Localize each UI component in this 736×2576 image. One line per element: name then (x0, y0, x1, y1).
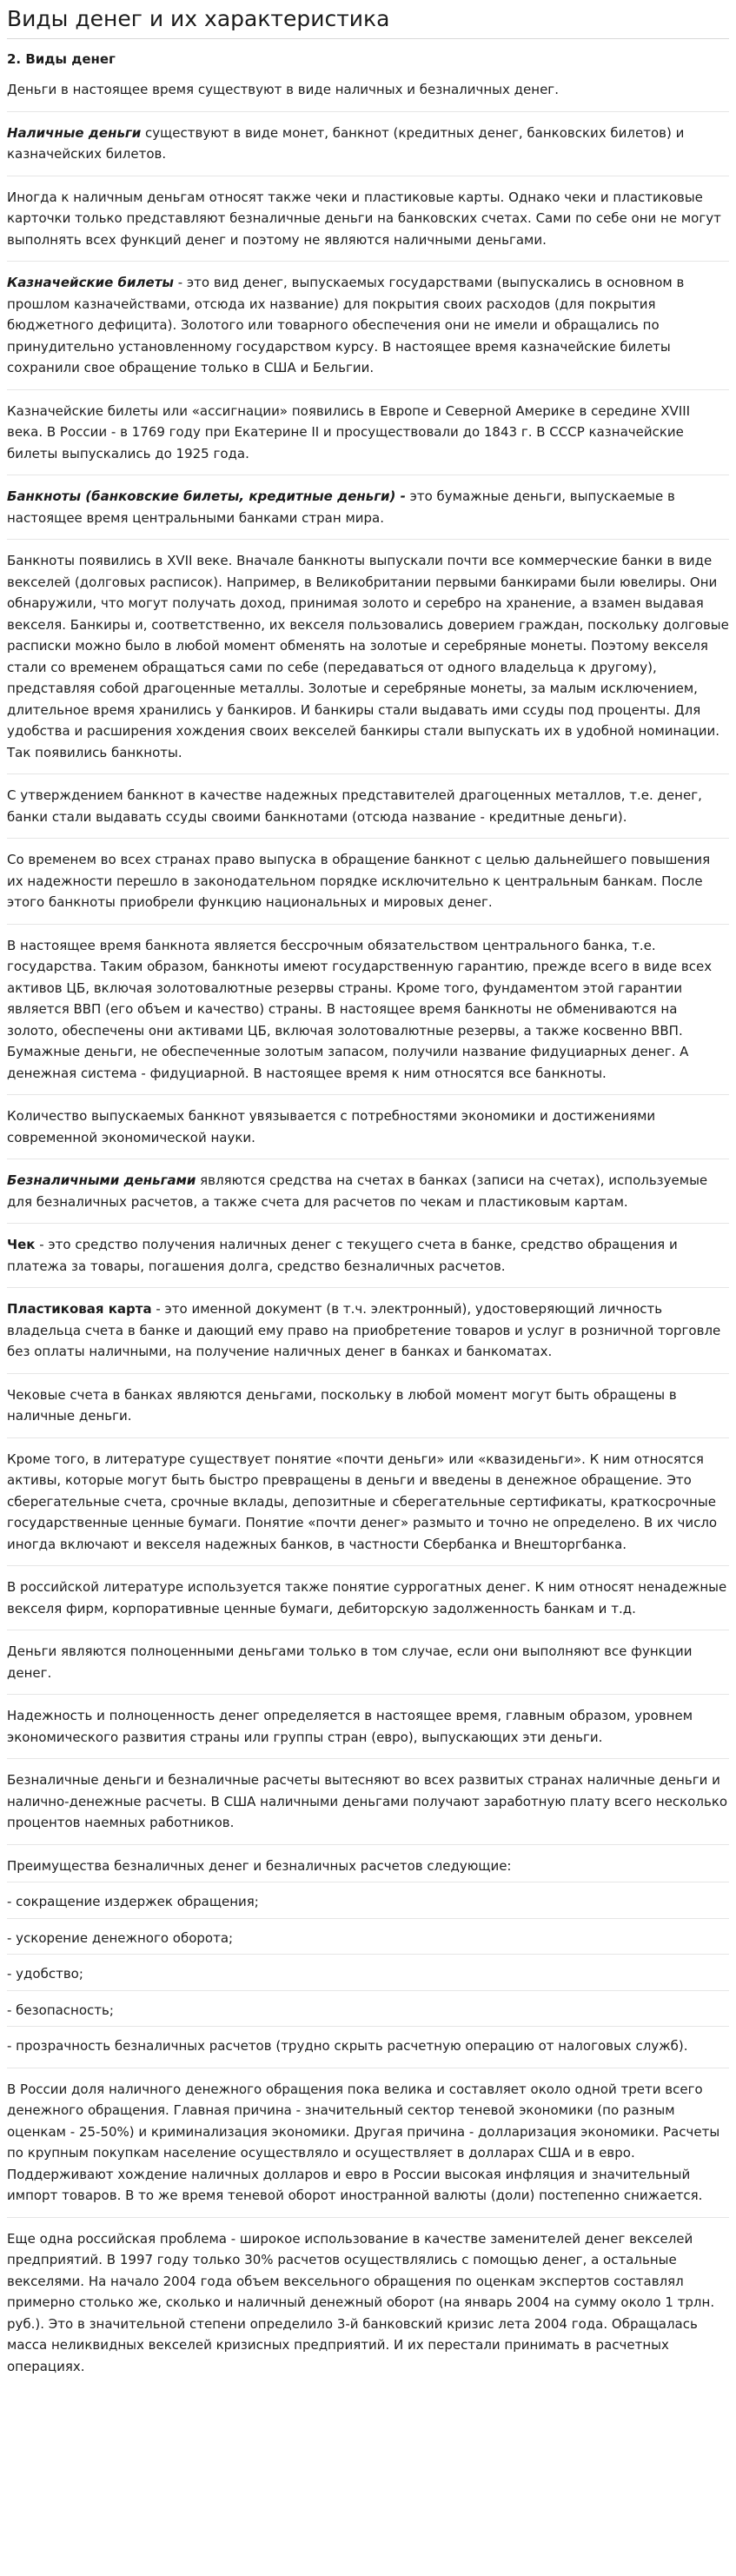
paragraph-checks-cards: Иногда к наличным деньгам относят также чеки и пластиковые карты. Однако чеки и пластиковые карточки только представляют безналичные деньги на банковских счетах. Сами по себе они не могут выполнять всех функций денег и поэтому не являются наличными деньгами. (7, 187, 729, 262)
paragraph-fiduciary: В настоящее время банкнота является бессрочным обязательством центрального банка, т.е. государства. Таким образом, банкноты имеют государственную гарантию, прежде всего в виде всех активов ЦБ, включая золотовалютные резервы страны. Кроме того, фундаментом этой гарантии является ВВП (его объем и качество) страны. В настоящее время банкноты не обмениваются на золото, обеспечены они активами ЦБ, включая золотовалютные резервы, а также косвенно ВВП. Бумажные деньги, не обеспеченные золотым запасом, получили название фидуциарных денег. А денежная система - фидуциарной. В настоящее время к ним относятся все банкноты. (7, 935, 729, 1096)
paragraph-reliability: Надежность и полноценность денег определяется в настоящее время, главным образом, уровнем экономического развития страны или группы стран (евро), выпускающих эти деньги. (7, 1705, 729, 1759)
term-plastic-card: Пластиковая карта (7, 1301, 152, 1317)
paragraph-banknotes (7, 486, 729, 540)
paragraph-check-accounts: Чековые счета в банках являются деньгами, поскольку в любой момент могут быть обращены в наличные деньги. (7, 1384, 729, 1438)
paragraph-banknote-quantity: Количество выпускаемых банкнот увязывается с потребностями экономики и достижениями современной экономической науки. (7, 1105, 729, 1159)
list-item: - прозрачность безналичных расчетов (трудно скрыть расчетную операцию от налоговых служб). (7, 2035, 729, 2068)
title-divider (7, 38, 729, 39)
paragraph-text: - это именной документ (в т.ч. электронный), удостоверяющий личность владельца счета в банке и дающий ему право на приобретение товаров и услуг в розничной торговле без оплаты наличными, на получение наличных денег в банках и банкоматах. (7, 1301, 721, 1359)
paragraph-russia-cash: В России доля наличного денежного обращения пока велика и составляет около одной трети всего денежного обращения. Главная причина - значительный сектор теневой экономики (по разным оценкам - 25-50%) и криминализация экономики. Другая причина - долларизация экономики. Расчеты по крупным покупкам население осуществляло и осуществляет в долларах США и в евро. Поддерживают хождение наличных долларов и евро в России высокая инфляция и значительный импорт товаров. В то же время теневой оборот иностранной валюты (доли) постепенно снижается. (7, 2079, 729, 2218)
paragraph-central-banks: Со временем во всех странах право выпуска в обращение банкнот с целью дальнейшего повышения их надежности перешло в законодательном порядке исключительно к центральным банкам. После этого банкноты приобрели функцию национальных и мировых денег. (7, 849, 729, 925)
list-item: - удобство; (7, 1963, 729, 1991)
term-treasury-notes: Казначейские билеты (7, 275, 174, 290)
list-item: - ускорение денежного оборота; (7, 1928, 729, 1955)
term-banknotes: Банкноты (банковские билеты, кредитные деньги) - (7, 488, 406, 504)
paragraph-text: существуют в виде монет, банкнот (кредитных денег, банковских билетов) и казначейских билетов. (7, 124, 685, 162)
list-item: - безопасность; (7, 2000, 729, 2028)
paragraph-full-money: Деньги являются полноценными деньгами только в том случае, если они выполняют все функции денег. (7, 1641, 729, 1695)
paragraph-russia-bills: Еще одна российская проблема - широкое использование в качестве заменителей денег векселей предприятий. В 1997 году только 30% расчетов осуществлялись с помощью денег, а остальные векселями. На начало 2004 года объем вексельного обращения по оценкам экспертов составлял примерно столько же, сколько и наличный денежный оборот (на январь 2004 на сумму около 1 трлн. руб.). Это в значительной степени определило 3-й банковский кризис лета 2004 года. Обращалась масса неликвидных векселей кризисных предприятий. И их перестали принимать в расчетных операциях. (7, 2230, 715, 2374)
paragraph-intro: Деньги в настоящее время существуют в виде наличных и безналичных денег. (7, 79, 729, 112)
paragraph-cashless-displace: Безналичные деньги и безналичные расчеты вытесняют во всех развитых странах наличные деньги и налично-денежные расчеты. В США наличными деньгами получают заработную плату всего несколько процентов наемных работников. (7, 1769, 729, 1845)
paragraph-credit-money: С утверждением банкнот в качестве надежных представителей драгоценных металлов, т.е. денег, банки стали выдавать ссуды своими банкнотами (отсюда название - кредитные деньги). (7, 785, 729, 839)
term-cash-money: Наличные деньги (7, 124, 142, 141)
paragraph-treasury-notes (7, 272, 729, 390)
paragraph-text: это бумажные деньги, выпускаемые в настоящее время центральными банками стран мира. (7, 488, 675, 526)
paragraph-banknotes-history: Банкноты появились в XVII веке. Вначале банкноты выпускали почти все коммерческие банки в виде векселей (долговых расписок). Например, в Великобритании первыми банкирами были ювелиры. Они обнаружили, что могут получать доход, принимая золото и серебро на хранение, а взамен выдавая векселя. Банкиры и, соответственно, их векселя пользовались доверием граждан, поскольку долговые расписки можно было в любой момент обменять на золотые и серебряные монеты. Поэтому векселя стали со временем обращаться сами по себе (передаваться от одного владельца к другому), представляя собой драгоценные металлы. Золотые и серебряные монеты, за малым исключением, длительное время хранились у банкиров. И банкиры стали выдавать ими ссуды под проценты. Для удобства и расширения хождения своих векселей банкиры стали выпускать их в удобной номинации. Так появились банкноты. (7, 550, 729, 774)
paragraph-text: являются средства на счетах в банках (записи на счетах), используемые для безналичных расчетов, а также счета для расчетов по чекам и пластиковым картам. (7, 1172, 708, 1210)
list-item: - сокращение издержек обращения; (7, 1891, 729, 1919)
term-cashless-money: Безналичными деньгами (7, 1172, 196, 1188)
paragraph-assignats: Казначейские билеты или «ассигнации» появились в Европе и Северной Америке в середине XVIII века. В России - в 1769 году при Екатерине II и просуществовали до 1843 г. В СССР казначейские билеты выпускались до 1925 года. (7, 401, 729, 476)
paragraph-text: - это вид денег, выпускаемых государствами (выпускались в основном в прошлом казначействами, отсюда их название) для покрытия своих расходов (для покрытия бюджетного дефицита). Золотого или товарного обеспечения они не имели и обращались по принудительно установленному государством курсу. В настоящее время казначейские билеты сохранили свое обращение только в США и Бельгии. (7, 275, 685, 375)
term-check: Чек (7, 1237, 36, 1252)
section-heading: 2. Виды денег (7, 51, 116, 67)
paragraph-cashless-money (7, 1170, 729, 1224)
paragraph-quasi-money: Кроме того, в литературе существует понятие «почти деньги» или «квазиденьги». К ним относятся активы, которые могут быть быстро превращены в деньги и введены в денежное обращение. Это сберегательные счета, срочные вклады, депозитные и сберегательные сертификаты, краткосрочные государственные ценные бумаги. Понятие «почти денег» размыто и точно не определено. В их число иногда включают и векселя надежных банков, в частности Сбербанка и Внешторгбанка. (7, 1449, 729, 1567)
page-title: Виды денег и их характеристика (7, 6, 390, 31)
paragraph-text: - это средство получения наличных денег с текущего счета в банке, средство обращения и платежа за товары, погашения долга, средство безналичных расчетов. (7, 1237, 678, 1274)
paragraph-surrogate-money: В российской литературе используется также понятие суррогатных денег. К ним относят ненадежные векселя фирм, корпоративные ценные бумаги, дебиторскую задолженность банкам и т.д. (7, 1577, 729, 1630)
paragraph-plastic-card (7, 1298, 729, 1374)
paragraph-cash-money (7, 123, 729, 176)
paragraph-check (7, 1234, 729, 1288)
paragraph-advantages: Преимущества безналичных денег и безналичных расчетов следующие: (7, 1856, 729, 1883)
